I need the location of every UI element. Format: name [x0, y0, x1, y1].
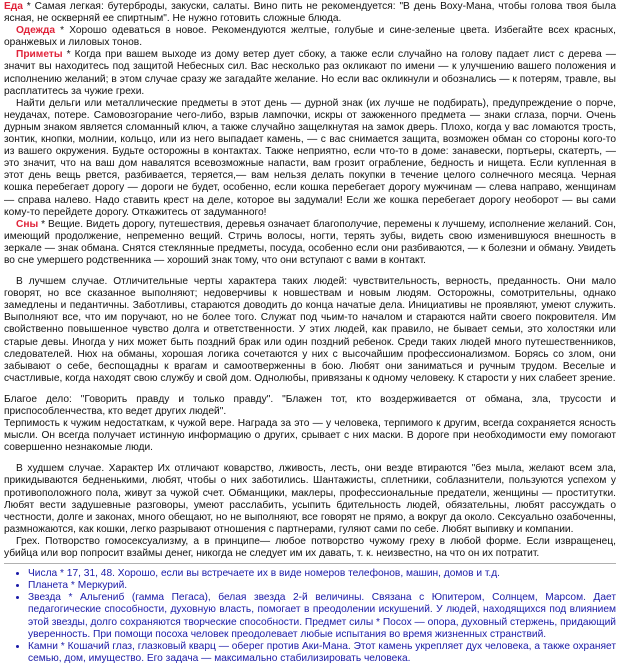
omens-paragraph-2: Найти дельги или металлические предметы в этот день — дурной знак (их лучше не подбирать), предупреждение о порче, неудачах, потере. Самовозгорание чего-либо, взрыв лампочки, искры от зажженного предмета — знаки сглаза, порчи. Очень дурным знаком является сломанный ключ, а также случайно защелкнутая на замок дверь. Плохо, когда у вас ломаются трость, зонтик, кнопки, молнии, кольцо, или из него выпадает камень, — с вас снимается защита, возможен обман со стороны кого-то из вашего окружения. Будьте осторожны в контактах. Также неприятно, если что-то в доме: занавески, портьеры, скатерть, — это значит, что на ваш дом навалятся всевозможные напасти, вам грозит ограбление, бедность и нищета. Если купленная в этот день вещь рвется, разбивается, теряется,— вам нельзя делать покупки в течение целого солнечного месяца. Черная кошка перебегает дорогу — дороги не будет, особенно, если кошка перебегает дорогу мужчинам — слева направо, женщинам — справа налево. Надо ставить крест на деле, которое вы задумали! Если же кошка перебегает дорогу необорот — вы сами кому-то перейдете дорогу. Откажитесь от задуманного!	[4, 97, 616, 218]
blessed-deed: Благое дело: "Говорить правду и только правду". "Блажен тот, кто воздерживается от обмана, зла, трусости и приспособленчества, кто ведет других людей".	[4, 393, 616, 417]
list-item-star: • Звезда * Альгениб (гамма Пегаса), белая звезда 2-й величины. Связана с Юпитером, Солнцем, Марсом. Дает педагогические способности, духовную власть, помогает в преодолении искушений. У людей, находящихся под влиянием этой звезды, долго сохраняются творческие способности. Предмет силы * Посох — опора, духовный стержень, придающий уверенность. При помощи посоха человек преодолевает любые испытания во время жизненных странствий.	[28, 592, 616, 640]
food-paragraph	[4, 1, 616, 25]
dreams-label: Сны	[16, 218, 39, 230]
omens-text: * Когда при вашем выходе из дому ветер дует сбоку, а также если случайно на голову падает лист с дерева — значит вы находитесь под защитой Небесных сил. Вас несколько раз окликают по имени — к улучшению вашего положения и исполнению желаний; в этом случае сразу же загадайте желание. Но если вас окликнули и обознались — к потерям, травле, вы расплатитесь за чужие грехи.	[4, 49, 616, 97]
tolerance-paragraph: Терпимость к чужим недостаткам, к чужой вере. Награда за это — у человека, терпимого к другим, всегда сохраняется ясность мысли. Он всегда получает истинную информацию о других, срывает с них маски. В дороге при необходимости ему помогают совершенно незнакомые люди.	[4, 418, 616, 454]
omens-label: Приметы	[16, 49, 63, 61]
dreams-text: * Вещие. Видеть дорогу, путешествия, деревья означает благополучие, перемены к лучшему, исполнение желаний. Сон, имеющий продолжение, непременно вещий. Стричь волосы, ногти, терять зубы, видеть свою изменившуюся внешность в зеркале — знак обмана. Снятся стеклянные предметы, посуда, особенно если они разбиваются, — к болезни и обману. Увидеть во сне умершего родственника — хороший знак тому, что они вступают с вами в контакт.	[4, 218, 616, 266]
food-label: Еда	[4, 1, 23, 12]
worst-case-paragraph: В худшем случае. Характер Их отличают коварство, лживость, лесть, они везде втираются "без мыла, желают всем зла, прикидываются бедненькими, любят, чтобы о них заботились. Шантажисты, сплетники, соблазнители, пользуются успехом у противоположного пола, живут за чужой счет. Обманщики, маклеры, профессиональные предатели, женщины — проститутки. Любят вести задушевные разговоры, умеют расслабить, усыпить бдительность людей, обязательны, любят рассуждать о честности, долге и законах, много обещают, но не выполняют, все говорят не прямо, а вокруг да около. Сексуально озабоченны, размножаются, как кошки, легко разрывают отношения с партнерами, гуляют сами по себе. Любят выпивку и компании.	[4, 463, 616, 535]
list-item-stones: • Камни * Кошачий глаз, глазковый кварц — оберег против Аки-Мана. Этот камень укрепляет дух человека, а также охраняет семью, дом, имущество. Его задача — максимально стабилизировать человека.	[28, 641, 616, 665]
clothes-text: * Хорошо одеваться в новое. Рекомендуются желтые, голубые и сине-зеленые цвета. Избегайте всех красных, оранжевых и лиловых тонов.	[4, 25, 616, 49]
divider	[4, 563, 616, 564]
list-item-planet: • Планета * Меркурий.	[28, 580, 616, 592]
clothes-paragraph	[4, 25, 616, 49]
best-case-paragraph: В лучшем случае. Отличительные черты характера таких людей: чувствительность, верность, преданность. Они мало говорят, но все сказанное выполняют; недоверчивы к новшествам и новым людям. Осторожны, сомотрительны, однако замедлены и педантичны. Заботливы, стараются доводить до конца начатые дела. Инициативы не проявляют, умеют служить. Выполняют все, что им поручают, но не более того. Служат под чьим-то началом и стараются найти своего покровителя. Им свойственно повышенное чувство долга и ответственности. У этих людей, как правило, не бывает семьи, это холостяки или старые девы. Иногда у них может быть поздний брак или один поздний ребенок. Среди таких людей много путешественников, следователей. Нюх на обманы, хорошая логика сочетаются у них с высочайшим профессионализмом. Борясь со злом, они забывают о себе, беспощадны к врагам и самоотверженны в бою. Любят они заниматься и ручным трудом. Веселые и счастливые, когда находят свою службу и свой дом. Однолюбы, привязаны к одному человеку. К старости у них слабеет зрение.	[4, 276, 616, 384]
food-text: * Самая легкая: бутерброды, закуски, салаты. Вино пить не рекомендуется: "В день Воху-Мана, чтобы голова твоя была ясная, не оскверняй ее спиртным". Не нужно готовить сложные блюда.	[4, 1, 616, 25]
dreams-paragraph	[4, 219, 616, 267]
omens-paragraph	[4, 49, 616, 97]
clothes-label: Одежда	[16, 25, 56, 37]
list-item-numbers: • Числа * 17, 31, 48. Хорошо, если вы встречаете их в виде номеров телефонов, машин, домов и т.д.	[28, 568, 616, 580]
sin-paragraph: Грех. Потворство гомосексуализму, а в принципе— любое потворство чужому греху в любой форме. Если извращенец, убийца или вор попросит взаймы денег, никогда не следует им их давать, т. к. неизвестно, на что он их потратит.	[4, 535, 616, 560]
attributes-list	[4, 568, 616, 665]
